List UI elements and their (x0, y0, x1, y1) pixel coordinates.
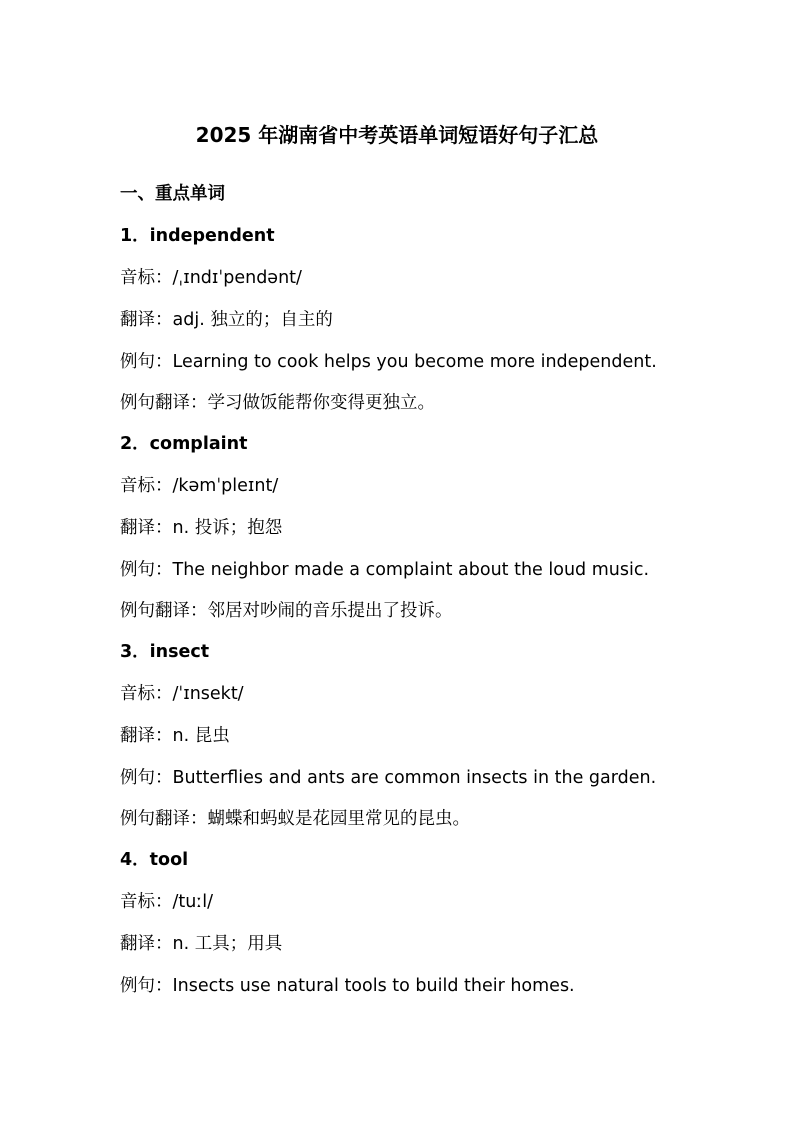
word-example-translation: 例句翻译：学习做饭能帮你变得更独立。 (120, 393, 435, 413)
word-translation: 翻译：n. 工具；用具 (120, 934, 283, 954)
word-example: 例句：Learning to cook helps you become more independent. (120, 352, 657, 372)
document-title: 2025 年湖南省中考英语单词短语好句子汇总 (195, 123, 599, 147)
word-phonetic: 音标：/tuːl/ (120, 892, 214, 912)
section-heading: 一、重点单词 (120, 184, 225, 204)
word-example-translation: 例句翻译：邻居对吵闹的音乐提出了投诉。 (120, 601, 453, 621)
word-example: 例句：Insects use natural tools to build their homes. (120, 976, 575, 996)
word-heading: 2．complaint (120, 434, 248, 454)
word-heading: 4．tool (120, 850, 189, 870)
word-translation: 翻译：adj. 独立的；自主的 (120, 310, 333, 330)
word-example: 例句：The neighbor made a complaint about the loud music. (120, 560, 650, 580)
word-translation: 翻译：n. 昆虫 (120, 726, 230, 746)
word-heading: 1．independent (120, 226, 275, 246)
word-phonetic: 音标：/ˌɪndɪˈpendənt/ (120, 268, 302, 288)
word-example: 例句：Butterflies and ants are common insects in the garden. (120, 768, 657, 788)
word-translation: 翻译：n. 投诉；抱怨 (120, 518, 283, 538)
word-example-translation: 例句翻译：蝴蝶和蚂蚁是花园里常见的昆虫。 (120, 809, 470, 829)
word-heading: 3．insect (120, 642, 210, 662)
word-phonetic: 音标：/kəmˈpleɪnt/ (120, 476, 279, 496)
word-phonetic: 音标：/ˈɪnsekt/ (120, 684, 244, 704)
